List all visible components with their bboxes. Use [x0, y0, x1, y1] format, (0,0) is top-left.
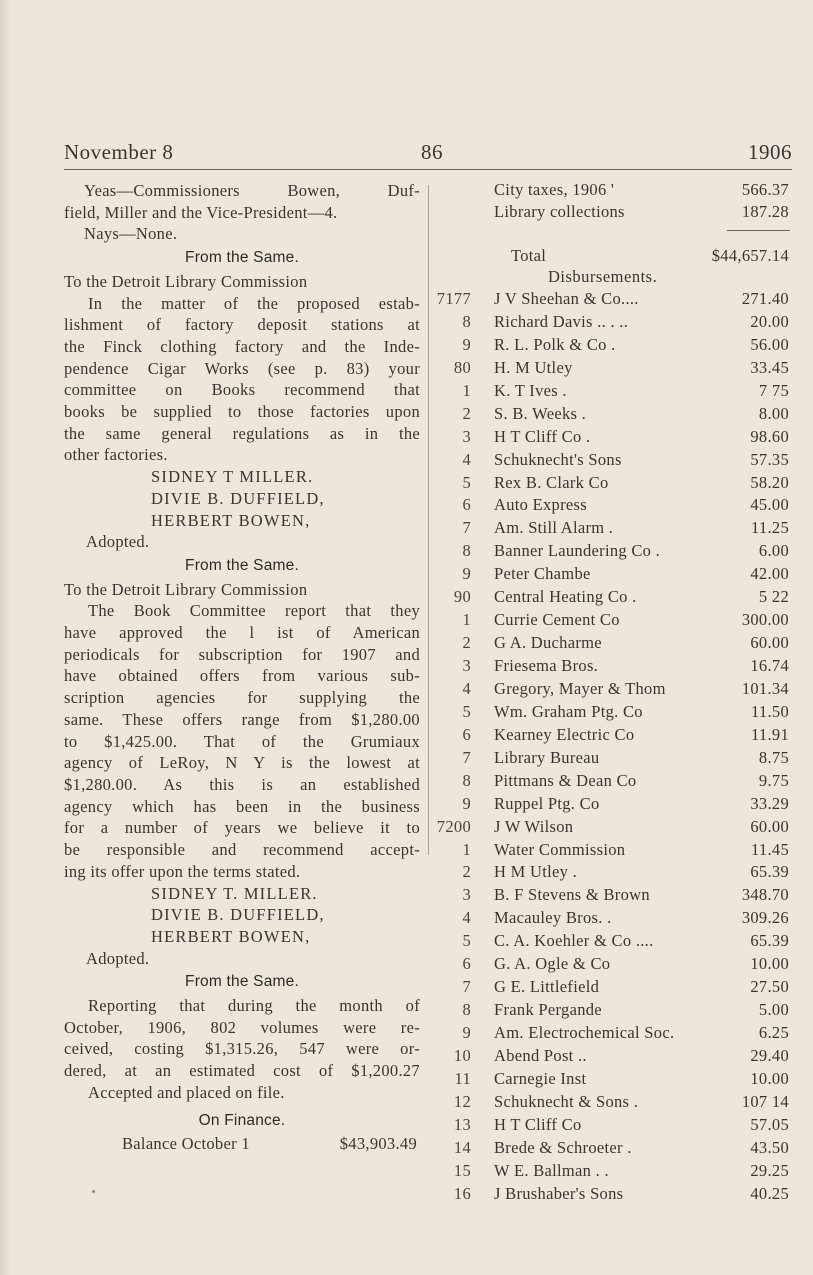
disbursement-row	[434, 404, 792, 427]
signature: DIVIE B. DUFFIELD,	[151, 905, 325, 925]
balance-row	[64, 1133, 420, 1155]
payee-name: Auto Express	[494, 495, 587, 515]
section1-line: To the Detroit Library Commission	[64, 271, 308, 291]
section1-line: the same general regulations as in the	[64, 423, 420, 443]
payment-amount: 107 14	[741, 1091, 789, 1111]
receipt-amount: 187.28	[741, 201, 789, 221]
voucher-number: 2	[462, 403, 471, 423]
payee-name: Gregory, Mayer & Thom	[494, 678, 666, 698]
total-rule	[727, 230, 790, 231]
payment-amount: 27.50	[750, 977, 789, 997]
section-heading: From the Same.	[185, 556, 299, 574]
disbursement-row	[434, 840, 792, 863]
section2-line: have approved the l ist of American	[64, 623, 420, 643]
receipt-name: Library collections	[494, 201, 625, 221]
voucher-number: 6	[462, 495, 471, 515]
running-header	[64, 140, 792, 170]
disbursement-row	[434, 473, 792, 496]
section2-line: for a number of years we believe it to	[64, 818, 420, 838]
section2-line: agency which has been in the business	[64, 796, 420, 816]
voucher-number: 9	[462, 793, 471, 813]
payment-amount: 29.40	[750, 1045, 789, 1065]
disbursement-row	[434, 358, 792, 381]
payment-amount: 101.34	[741, 678, 789, 698]
payee-name: H T Cliff Co .	[494, 426, 591, 446]
votes-line: field, Miller and the Vice-President—4.	[64, 202, 338, 222]
adopted-note: Adopted.	[86, 948, 150, 968]
voucher-number: 3	[462, 885, 471, 905]
payee-name: W E. Ballman . .	[494, 1160, 609, 1180]
signature: HERBERT BOWEN,	[151, 926, 311, 946]
section1-line: the Finck clothing factory and the Inde-	[64, 336, 420, 356]
payment-amount: 98.60	[750, 426, 789, 446]
disbursement-row	[434, 771, 792, 794]
payment-amount: 60.00	[750, 816, 789, 836]
votes-line: Yeas—Commissioners Bowen, Duf-	[84, 181, 420, 200]
section-heading: From the Same.	[185, 973, 299, 991]
ink-speck	[92, 1190, 95, 1193]
voucher-number: 3	[462, 656, 471, 675]
disbursements-heading-text: Disbursements.	[548, 267, 658, 286]
voucher-number: 5	[462, 701, 471, 721]
payment-amount: 33.45	[750, 357, 789, 377]
payee-name: Am. Electrochemical Soc.	[494, 1023, 675, 1042]
voucher-number: 16	[453, 1183, 471, 1203]
payee-name: Schuknecht & Sons .	[494, 1091, 639, 1111]
voucher-number: 80	[453, 357, 471, 377]
payee-name: J W Wilson	[494, 816, 574, 836]
voucher-number: 1	[462, 610, 471, 630]
section1-line: other factories.	[64, 445, 168, 465]
disbursement-row	[434, 381, 792, 404]
disbursement-row	[434, 289, 792, 312]
payment-amount: 43.50	[750, 1137, 789, 1157]
payee-name: Kearney Electric Co	[494, 724, 635, 744]
voucher-number: 7	[462, 977, 471, 997]
payment-amount: 300.00	[741, 610, 789, 630]
disbursement-row	[434, 748, 792, 771]
voucher-number: 12	[453, 1091, 471, 1111]
signature: SIDNEY T MILLER.	[151, 467, 314, 487]
payee-name: Abend Post ..	[494, 1045, 587, 1065]
disbursement-row	[434, 1000, 792, 1023]
voucher-number: 7	[462, 747, 471, 767]
disbursements-list	[434, 289, 792, 1207]
payment-amount: 42.00	[750, 564, 789, 584]
header-date: November 8	[64, 140, 174, 164]
signature: SIDNEY T. MILLER.	[151, 883, 318, 903]
section2-line: same. These offers range from $1,280.00	[64, 709, 420, 729]
section1-line: lishment of factory deposit stations at	[64, 315, 420, 335]
payment-amount: 348.70	[741, 885, 789, 905]
disbursement-row	[434, 335, 792, 358]
section2-line: The Book Committee report that they	[88, 601, 420, 621]
payment-amount: 11.50	[750, 701, 789, 721]
voucher-number: 8	[462, 541, 471, 561]
section3-line: Reporting that during the month of	[88, 996, 420, 1016]
disbursement-row	[434, 518, 792, 541]
voucher-number: 7177	[436, 289, 471, 308]
payment-amount: 10.00	[750, 954, 789, 974]
voucher-number: 1	[462, 839, 471, 859]
payee-name: Friesema Bros.	[494, 656, 599, 675]
voucher-number: 5	[462, 931, 471, 951]
payment-amount: 45.00	[750, 495, 789, 515]
payment-amount: 57.35	[750, 449, 789, 469]
disbursement-row	[434, 1069, 792, 1092]
receipts-list	[434, 180, 792, 223]
voucher-number: 8	[462, 770, 471, 790]
receipt-row	[434, 202, 792, 224]
balance-label: Balance October 1	[122, 1134, 250, 1154]
payment-amount: 5 22	[758, 587, 789, 607]
payment-amount: 10.00	[750, 1068, 789, 1088]
section2-line: to $1,425.00. That of the Grumiaux	[64, 731, 420, 751]
payee-name: Brede & Schroeter .	[494, 1137, 632, 1157]
payment-amount: 40.25	[750, 1183, 789, 1203]
disbursement-row	[434, 633, 792, 656]
voucher-number: 4	[462, 449, 471, 469]
payee-name: K. T Ives .	[494, 380, 567, 400]
payee-name: H. M Utley	[494, 357, 573, 377]
payment-amount: 56.00	[750, 334, 789, 354]
disbursement-row	[434, 1092, 792, 1115]
left-column	[64, 180, 420, 1155]
payment-amount: 6.00	[758, 541, 789, 561]
disbursement-row	[434, 1115, 792, 1138]
disbursement-row	[434, 312, 792, 335]
disbursement-row	[434, 610, 792, 633]
voucher-number: 9	[462, 564, 471, 584]
total-row	[434, 246, 792, 268]
voucher-number: 15	[453, 1160, 471, 1180]
payment-amount: 16.74	[750, 656, 789, 675]
payment-amount: 271.40	[741, 289, 789, 308]
total-label: Total	[511, 246, 547, 265]
disbursement-row	[434, 977, 792, 1000]
payment-amount: 20.00	[750, 311, 789, 331]
page-edge-shadow	[0, 0, 12, 1275]
disbursements-heading	[434, 267, 792, 289]
header-rule	[64, 169, 792, 170]
payment-amount: 65.39	[750, 931, 789, 951]
payee-name: Am. Still Alarm .	[494, 518, 614, 538]
voucher-number: 5	[462, 472, 471, 492]
payment-amount: 8.75	[758, 747, 789, 767]
voucher-number: 2	[462, 862, 471, 882]
disbursement-row	[434, 954, 792, 977]
payment-amount: 6.25	[758, 1023, 789, 1042]
voucher-number: 90	[453, 587, 471, 607]
voucher-number: 4	[462, 678, 471, 698]
disbursement-row	[434, 1046, 792, 1069]
payee-name: Frank Pergande	[494, 1000, 602, 1020]
disbursement-row	[434, 541, 792, 564]
voucher-number: 2	[462, 633, 471, 653]
payment-amount: 11.45	[750, 839, 789, 859]
disbursement-row	[434, 1184, 792, 1207]
section1-line: books be supplied to those factories upon	[64, 402, 420, 422]
voucher-number: 10	[453, 1045, 471, 1065]
disbursement-row	[434, 702, 792, 725]
payment-amount: 60.00	[750, 633, 789, 653]
section2-line: be responsible and recommend accept-	[64, 840, 420, 860]
disbursement-row	[434, 908, 792, 931]
payment-amount: 58.20	[750, 472, 789, 492]
disbursement-row	[434, 1023, 792, 1046]
section1-line: In the matter of the proposed estab-	[88, 293, 420, 313]
voucher-number: 14	[453, 1137, 471, 1157]
payment-amount: 65.39	[750, 862, 789, 882]
section3-line: dered, at an estimated cost of $1,200.27	[64, 1061, 420, 1081]
payee-name: R. L. Polk & Co .	[494, 334, 616, 354]
voucher-number: 7200	[436, 816, 471, 836]
payee-name: Wm. Graham Ptg. Co	[494, 701, 643, 721]
section3-line: Accepted and placed on file.	[88, 1082, 285, 1102]
section3-line: October, 1906, 802 volumes were re-	[64, 1017, 420, 1037]
voucher-number: 11	[454, 1068, 471, 1088]
voucher-number: 4	[462, 908, 471, 928]
disbursement-row	[434, 656, 792, 679]
voucher-number: 7	[462, 518, 471, 538]
section1-line: pendence Cigar Works (see p. 83) your	[64, 358, 420, 378]
payee-name: J Brushaber's Sons	[494, 1183, 624, 1203]
voucher-number: 6	[462, 724, 471, 744]
payment-amount: 309.26	[741, 908, 789, 928]
column-divider	[428, 185, 429, 855]
payee-name: Rex B. Clark Co	[494, 472, 609, 492]
votes-line: Nays—None.	[84, 224, 178, 244]
payment-amount: 57.05	[750, 1114, 789, 1134]
voucher-number: 13	[453, 1114, 471, 1134]
payee-name: Banner Laundering Co .	[494, 541, 661, 561]
payment-amount: 11.91	[750, 724, 789, 744]
disbursement-row	[434, 450, 792, 473]
payment-amount: 5.00	[758, 1000, 789, 1020]
disbursement-row	[434, 427, 792, 450]
payee-name: Library Bureau	[494, 747, 600, 767]
disbursement-row	[434, 564, 792, 587]
payee-name: Macauley Bros. .	[494, 908, 612, 928]
payee-name: Richard Davis .. . ..	[494, 311, 629, 331]
payment-amount: 8.00	[758, 403, 789, 423]
voucher-number: 8	[462, 1000, 471, 1020]
payee-name: Ruppel Ptg. Co	[494, 793, 600, 813]
payee-name: Peter Chambe	[494, 564, 591, 584]
payee-name: Currie Cement Co	[494, 610, 620, 630]
voucher-number: 3	[462, 426, 471, 446]
receipt-row	[434, 180, 792, 202]
disbursement-row	[434, 931, 792, 954]
disbursement-row	[434, 862, 792, 885]
section2-line: $1,280.00. As this is an established	[64, 774, 420, 794]
signature: HERBERT BOWEN,	[151, 510, 311, 530]
balance-amount: $43,903.49	[339, 1134, 417, 1154]
disbursement-row	[434, 794, 792, 817]
section-heading: From the Same.	[185, 249, 299, 267]
header-year: 1906	[748, 140, 792, 164]
payee-name: G E. Littlefield	[494, 977, 600, 997]
voucher-number: 9	[462, 1023, 471, 1042]
payee-name: B. F Stevens & Brown	[494, 885, 650, 905]
receipt-amount: 566.37	[741, 180, 789, 199]
section2-line: ing its offer upon the terms stated.	[64, 861, 301, 881]
disbursement-row	[434, 1138, 792, 1161]
disbursement-row	[434, 1161, 792, 1184]
disbursement-row	[434, 495, 792, 518]
section2-line: agency of LeRoy, N Y is the lowest at	[64, 753, 420, 773]
payee-name: Pittmans & Dean Co	[494, 770, 637, 790]
payee-name: Central Heating Co .	[494, 587, 637, 607]
payee-name: H M Utley .	[494, 862, 578, 882]
payee-name: C. A. Koehler & Co ....	[494, 931, 654, 951]
payment-amount: 29.25	[750, 1160, 789, 1180]
disbursement-row	[434, 679, 792, 702]
payee-name: Schuknecht's Sons	[494, 449, 622, 469]
disbursement-row	[434, 725, 792, 748]
disbursement-row	[434, 587, 792, 610]
section2-line: To the Detroit Library Commission	[64, 579, 308, 599]
payee-name: H T Cliff Co	[494, 1114, 582, 1134]
payee-name: Carnegie Inst	[494, 1068, 587, 1088]
voucher-number: 1	[462, 380, 471, 400]
payment-amount: 11.25	[750, 518, 789, 538]
signature: DIVIE B. DUFFIELD,	[151, 488, 325, 508]
adopted-note: Adopted.	[86, 532, 150, 552]
section1-line: committee on Books recommend that	[64, 380, 420, 400]
payment-amount: 33.29	[750, 793, 789, 813]
section3-line: ceived, costing $1,315.26, 547 were or-	[64, 1039, 420, 1059]
payment-amount: 9.75	[758, 770, 789, 790]
section2-line: scription agencies for supplying the	[64, 688, 420, 708]
payee-name: S. B. Weeks .	[494, 403, 587, 423]
voucher-number: 8	[462, 311, 471, 331]
disbursement-row	[434, 885, 792, 908]
total-amount: $44,657.14	[711, 246, 789, 265]
receipt-name: City taxes, 1906 '	[494, 180, 615, 199]
voucher-number: 9	[462, 334, 471, 354]
payment-amount: 7 75	[758, 380, 789, 400]
disbursement-row	[434, 817, 792, 840]
section-heading: On Finance.	[198, 1111, 286, 1129]
page-number: 86	[421, 140, 443, 164]
payee-name: G A. Ducharme	[494, 633, 602, 653]
payee-name: J V Sheehan & Co....	[494, 289, 639, 308]
section2-line: periodicals for subscription for 1907 and	[64, 644, 420, 664]
payee-name: Water Commission	[494, 839, 626, 859]
section2-line: have obtained offers from various sub-	[64, 666, 420, 686]
payee-name: G. A. Ogle & Co	[494, 954, 611, 974]
voucher-number: 6	[462, 954, 471, 974]
